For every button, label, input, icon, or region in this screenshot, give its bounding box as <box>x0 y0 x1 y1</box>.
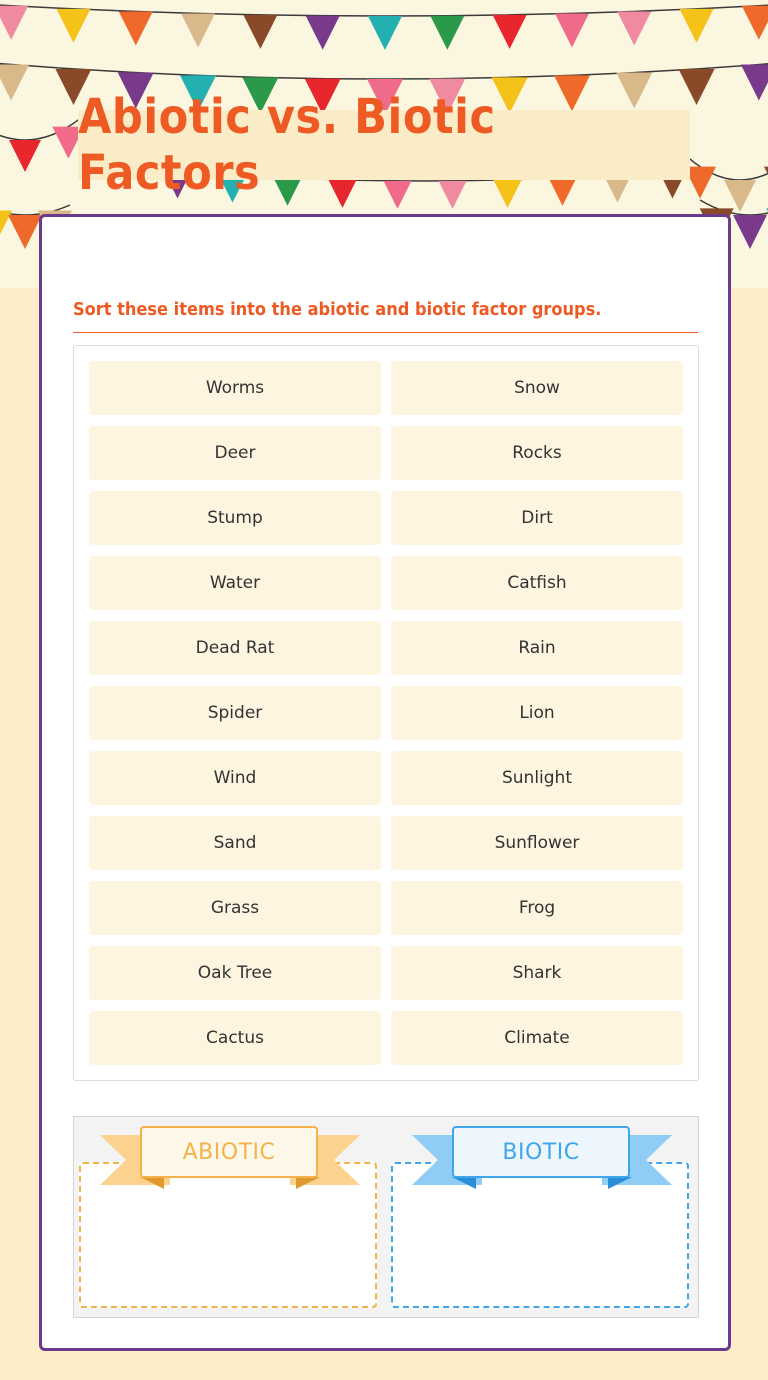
sortable-item[interactable]: Oak Tree <box>89 946 381 1000</box>
abiotic-label: ABIOTIC <box>140 1126 318 1178</box>
sortable-item[interactable]: Catfish <box>391 556 683 610</box>
sortable-item[interactable]: Sand <box>89 816 381 870</box>
sortable-item[interactable]: Sunflower <box>391 816 683 870</box>
sortable-item[interactable]: Sunlight <box>391 751 683 805</box>
title-banner <box>78 89 690 201</box>
sortable-item[interactable]: Rocks <box>391 426 683 480</box>
sortable-item[interactable]: Stump <box>89 491 381 545</box>
sortable-item[interactable]: Spider <box>89 686 381 740</box>
page-title: Abiotic vs. Biotic Factors <box>78 89 496 201</box>
sortable-item[interactable]: Deer <box>89 426 381 480</box>
sortable-item[interactable]: Lion <box>391 686 683 740</box>
sortable-item[interactable]: Frog <box>391 881 683 935</box>
sortable-item[interactable]: Shark <box>391 946 683 1000</box>
sortable-item[interactable]: Rain <box>391 621 683 675</box>
instruction-text: Sort these items into the abiotic and biotic factor groups. <box>73 299 602 320</box>
sortable-item[interactable]: Cactus <box>89 1011 381 1065</box>
sortable-item[interactable]: Water <box>89 556 381 610</box>
sortable-item[interactable]: Snow <box>391 361 683 415</box>
sortable-item[interactable]: Climate <box>391 1011 683 1065</box>
biotic-label: BIOTIC <box>452 1126 630 1178</box>
items-pool <box>73 345 699 1081</box>
sortable-item[interactable]: Wind <box>89 751 381 805</box>
sortable-item[interactable]: Grass <box>89 881 381 935</box>
sortable-item[interactable]: Dead Rat <box>89 621 381 675</box>
sortable-item[interactable]: Worms <box>89 361 381 415</box>
sorting-area <box>73 1116 699 1318</box>
instruction-divider <box>73 332 698 333</box>
sortable-item[interactable]: Dirt <box>391 491 683 545</box>
worksheet-card <box>39 214 731 1351</box>
